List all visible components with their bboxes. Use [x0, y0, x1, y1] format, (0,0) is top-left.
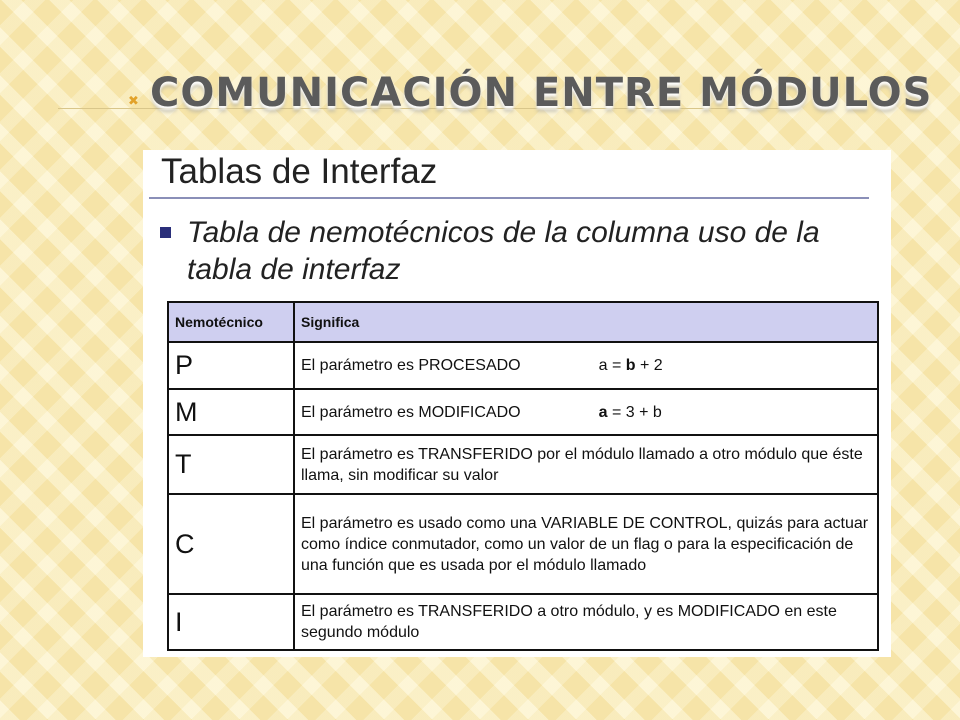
expr-rest: + 2	[635, 357, 663, 374]
expr-rest: = 3 + b	[607, 403, 662, 421]
meaning-cell: El parámetro es TRANSFERIDO a otro módulo, y es MODIFICADO en este segundo módulo	[294, 594, 878, 650]
square-bullet-icon	[160, 227, 171, 238]
table-row	[168, 435, 878, 494]
panel-heading: Tablas de Interfaz	[161, 152, 438, 191]
mnemonic-cell: M	[168, 389, 294, 435]
mnemonic-table	[167, 301, 879, 651]
table-row	[168, 494, 878, 594]
meaning-cell: El parámetro es usado como una VARIABLE DE CONTROL, quizás para actuar como índice conmutador, como un valor de un flag o para la especificación de una función que es usada por el módulo llamado	[294, 494, 878, 594]
content-panel	[143, 150, 891, 657]
heading-divider	[149, 197, 869, 199]
title-bullet-icon: ✖	[128, 94, 139, 109]
table-row	[168, 342, 878, 389]
table-row	[168, 389, 878, 435]
meaning-text: El parámetro es MODIFICADO	[301, 403, 521, 421]
expr-bold-variable: b	[625, 357, 636, 374]
table-header-row	[168, 302, 878, 342]
example-expression	[599, 355, 663, 376]
mnemonic-cell: T	[168, 435, 294, 494]
example-expression	[599, 402, 662, 423]
expr-bold-variable: a	[598, 403, 608, 421]
meaning-cell: El parámetro es TRANSFERIDO por el módulo llamado a otro módulo que éste llama, sin modificar su valor	[294, 435, 878, 494]
expr-variable: a	[598, 357, 608, 374]
table-row	[168, 594, 878, 650]
expr-equals: =	[607, 357, 626, 374]
meaning-cell	[294, 389, 878, 435]
slide-title: COMUNICACIÓN ENTRE MÓDULOS	[150, 70, 933, 116]
mnemonic-cell: C	[168, 494, 294, 594]
panel-subheading: Tabla de nemotécnicos de la columna uso de la tabla de interfaz	[187, 216, 820, 286]
meaning-cell	[294, 342, 878, 389]
header-meaning: Significa	[294, 302, 878, 342]
mnemonic-cell: I	[168, 594, 294, 650]
meaning-text: El parámetro es PROCESADO	[301, 357, 521, 374]
mnemonic-cell: P	[168, 342, 294, 389]
header-mnemonic: Nemotécnico	[168, 302, 294, 342]
